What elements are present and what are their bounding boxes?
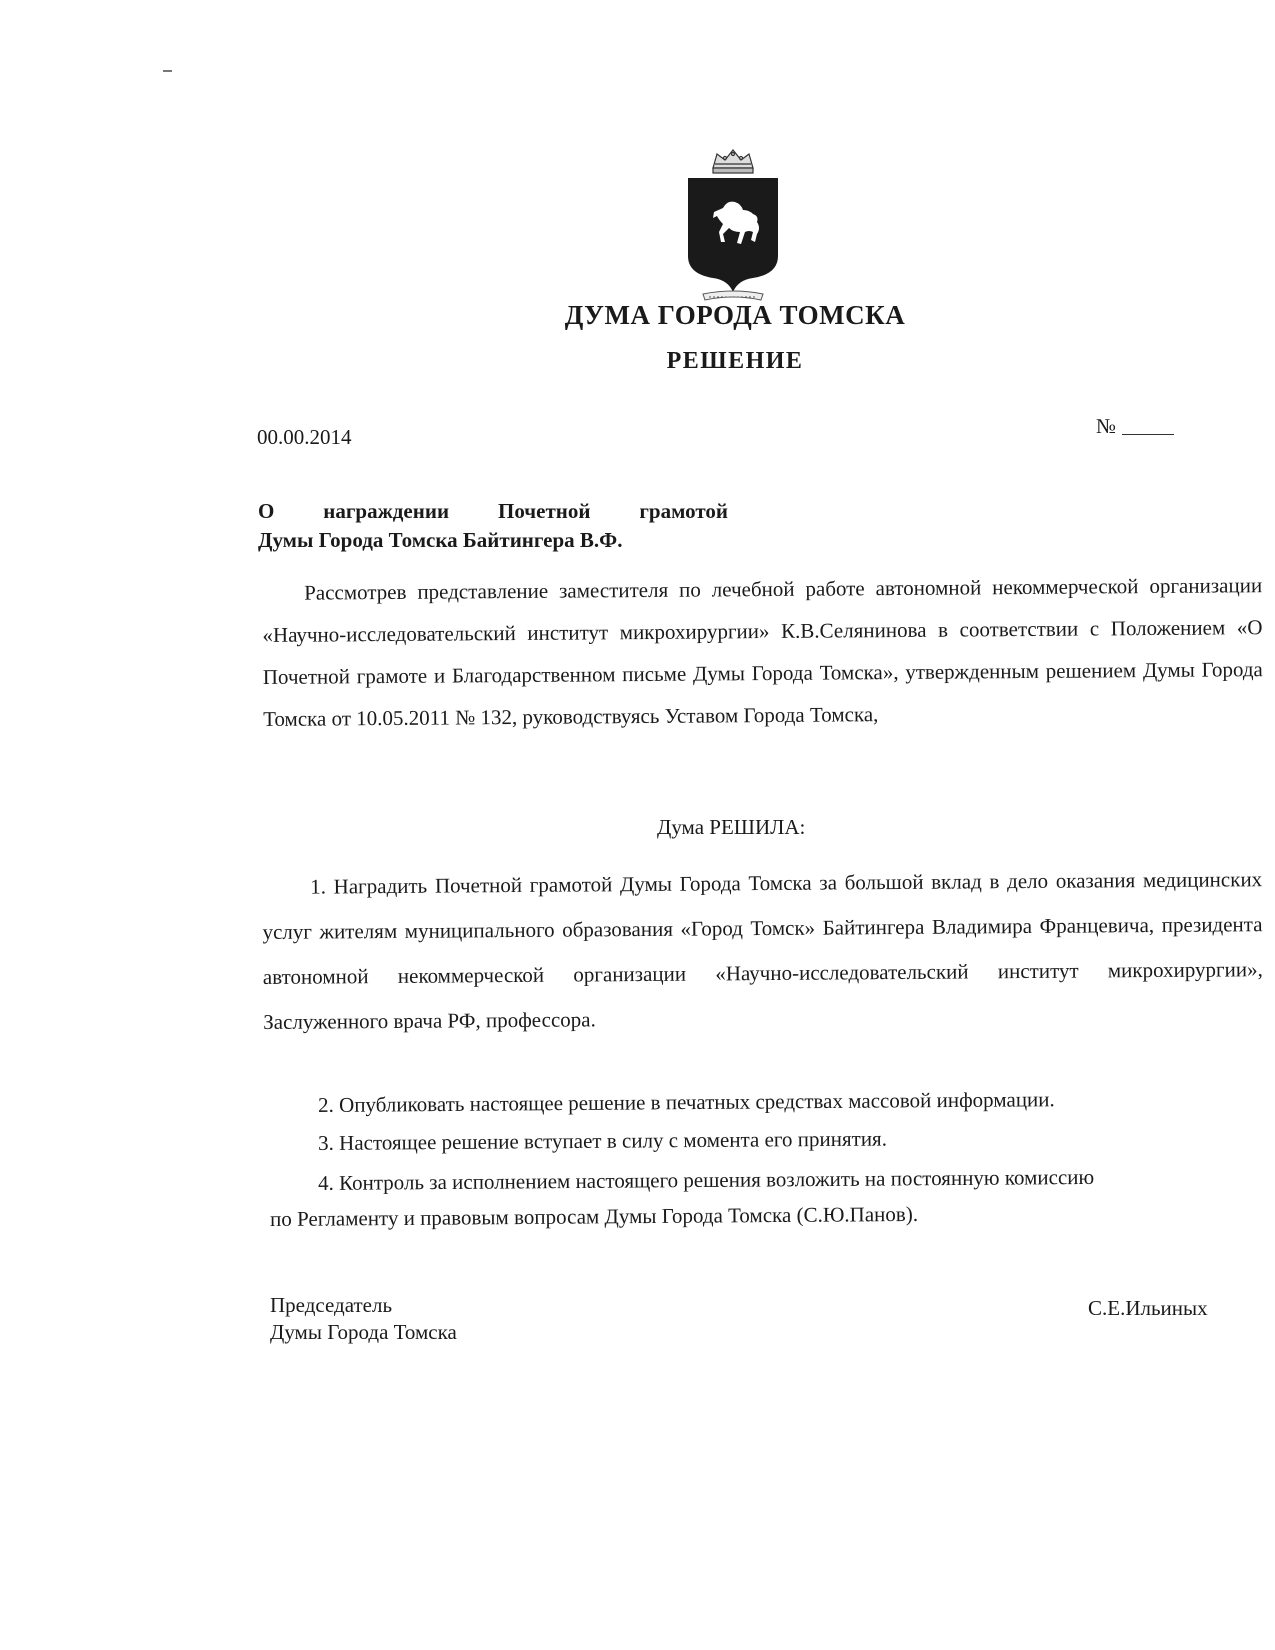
number-blank: [1122, 434, 1174, 435]
decision-item-4: 4. Контроль за исполнением настоящего решения возложить на постоянную комиссию: [318, 1164, 1095, 1195]
signer-title: [270, 1292, 457, 1346]
tomsk-coat-of-arms-icon: [683, 146, 783, 304]
signer-title-line-1: Председатель: [270, 1293, 393, 1317]
document-subject: [258, 497, 728, 555]
document-number: [1096, 414, 1174, 439]
crown-icon: [713, 150, 753, 173]
subject-line-2: Думы Города Томска Байтингера В.Ф.: [258, 528, 623, 552]
ribbon-icon: [703, 291, 763, 300]
decision-heading: Дума РЕШИЛА:: [657, 815, 806, 839]
decision-item-3: 3. Настоящее решение вступает в силу с момента его принятия.: [318, 1126, 888, 1155]
number-label: №: [1096, 414, 1117, 438]
scan-speck: [163, 70, 172, 72]
decision-item-4-continuation: по Регламенту и правовым вопросам Думы Города Томска (С.Ю.Панов).: [270, 1201, 919, 1231]
document-type-title: РЕШЕНИЕ: [666, 348, 804, 374]
signer-name: С.Е.Ильиных: [1088, 1296, 1208, 1320]
organization-title: ДУМА ГОРОДА ТОМСКА: [564, 300, 906, 330]
signer-title-line-2: Думы Города Томска: [270, 1320, 457, 1344]
decision-item-1: 1. Наградить Почетной грамотой Думы Города Томска за большой вклад в дело оказания медицинских услуг жителям муниципального образования «Город Томск» Байтингера Владимира Францевича, президента автономной некоммерческой организации «Научно-исследовательский институт микрохирургии», Заслуженного врача РФ, профессора.: [262, 867, 1263, 1034]
shield-icon: [688, 178, 778, 292]
preamble-paragraph: Рассмотрев представление заместителя по лечебной работе автономной некоммерческой организации «Научно-исследовательский институт микрохирургии» К.В.Селянинова в соответствии с Положением «О Почетной грамоте и Благодарственном письме Думы Города Томска», утвержденным решением Думы Города Томска от 10.05.2011 № 132, руководствуясь Уставом Города Томска,: [262, 573, 1263, 731]
subject-line-1: О награждении Почетной грамотой: [258, 499, 728, 523]
decision-item-2: 2. Опубликовать настоящее решение в печатных средствах массовой информации.: [318, 1087, 1055, 1117]
document-date: 00.00.2014: [257, 425, 352, 449]
